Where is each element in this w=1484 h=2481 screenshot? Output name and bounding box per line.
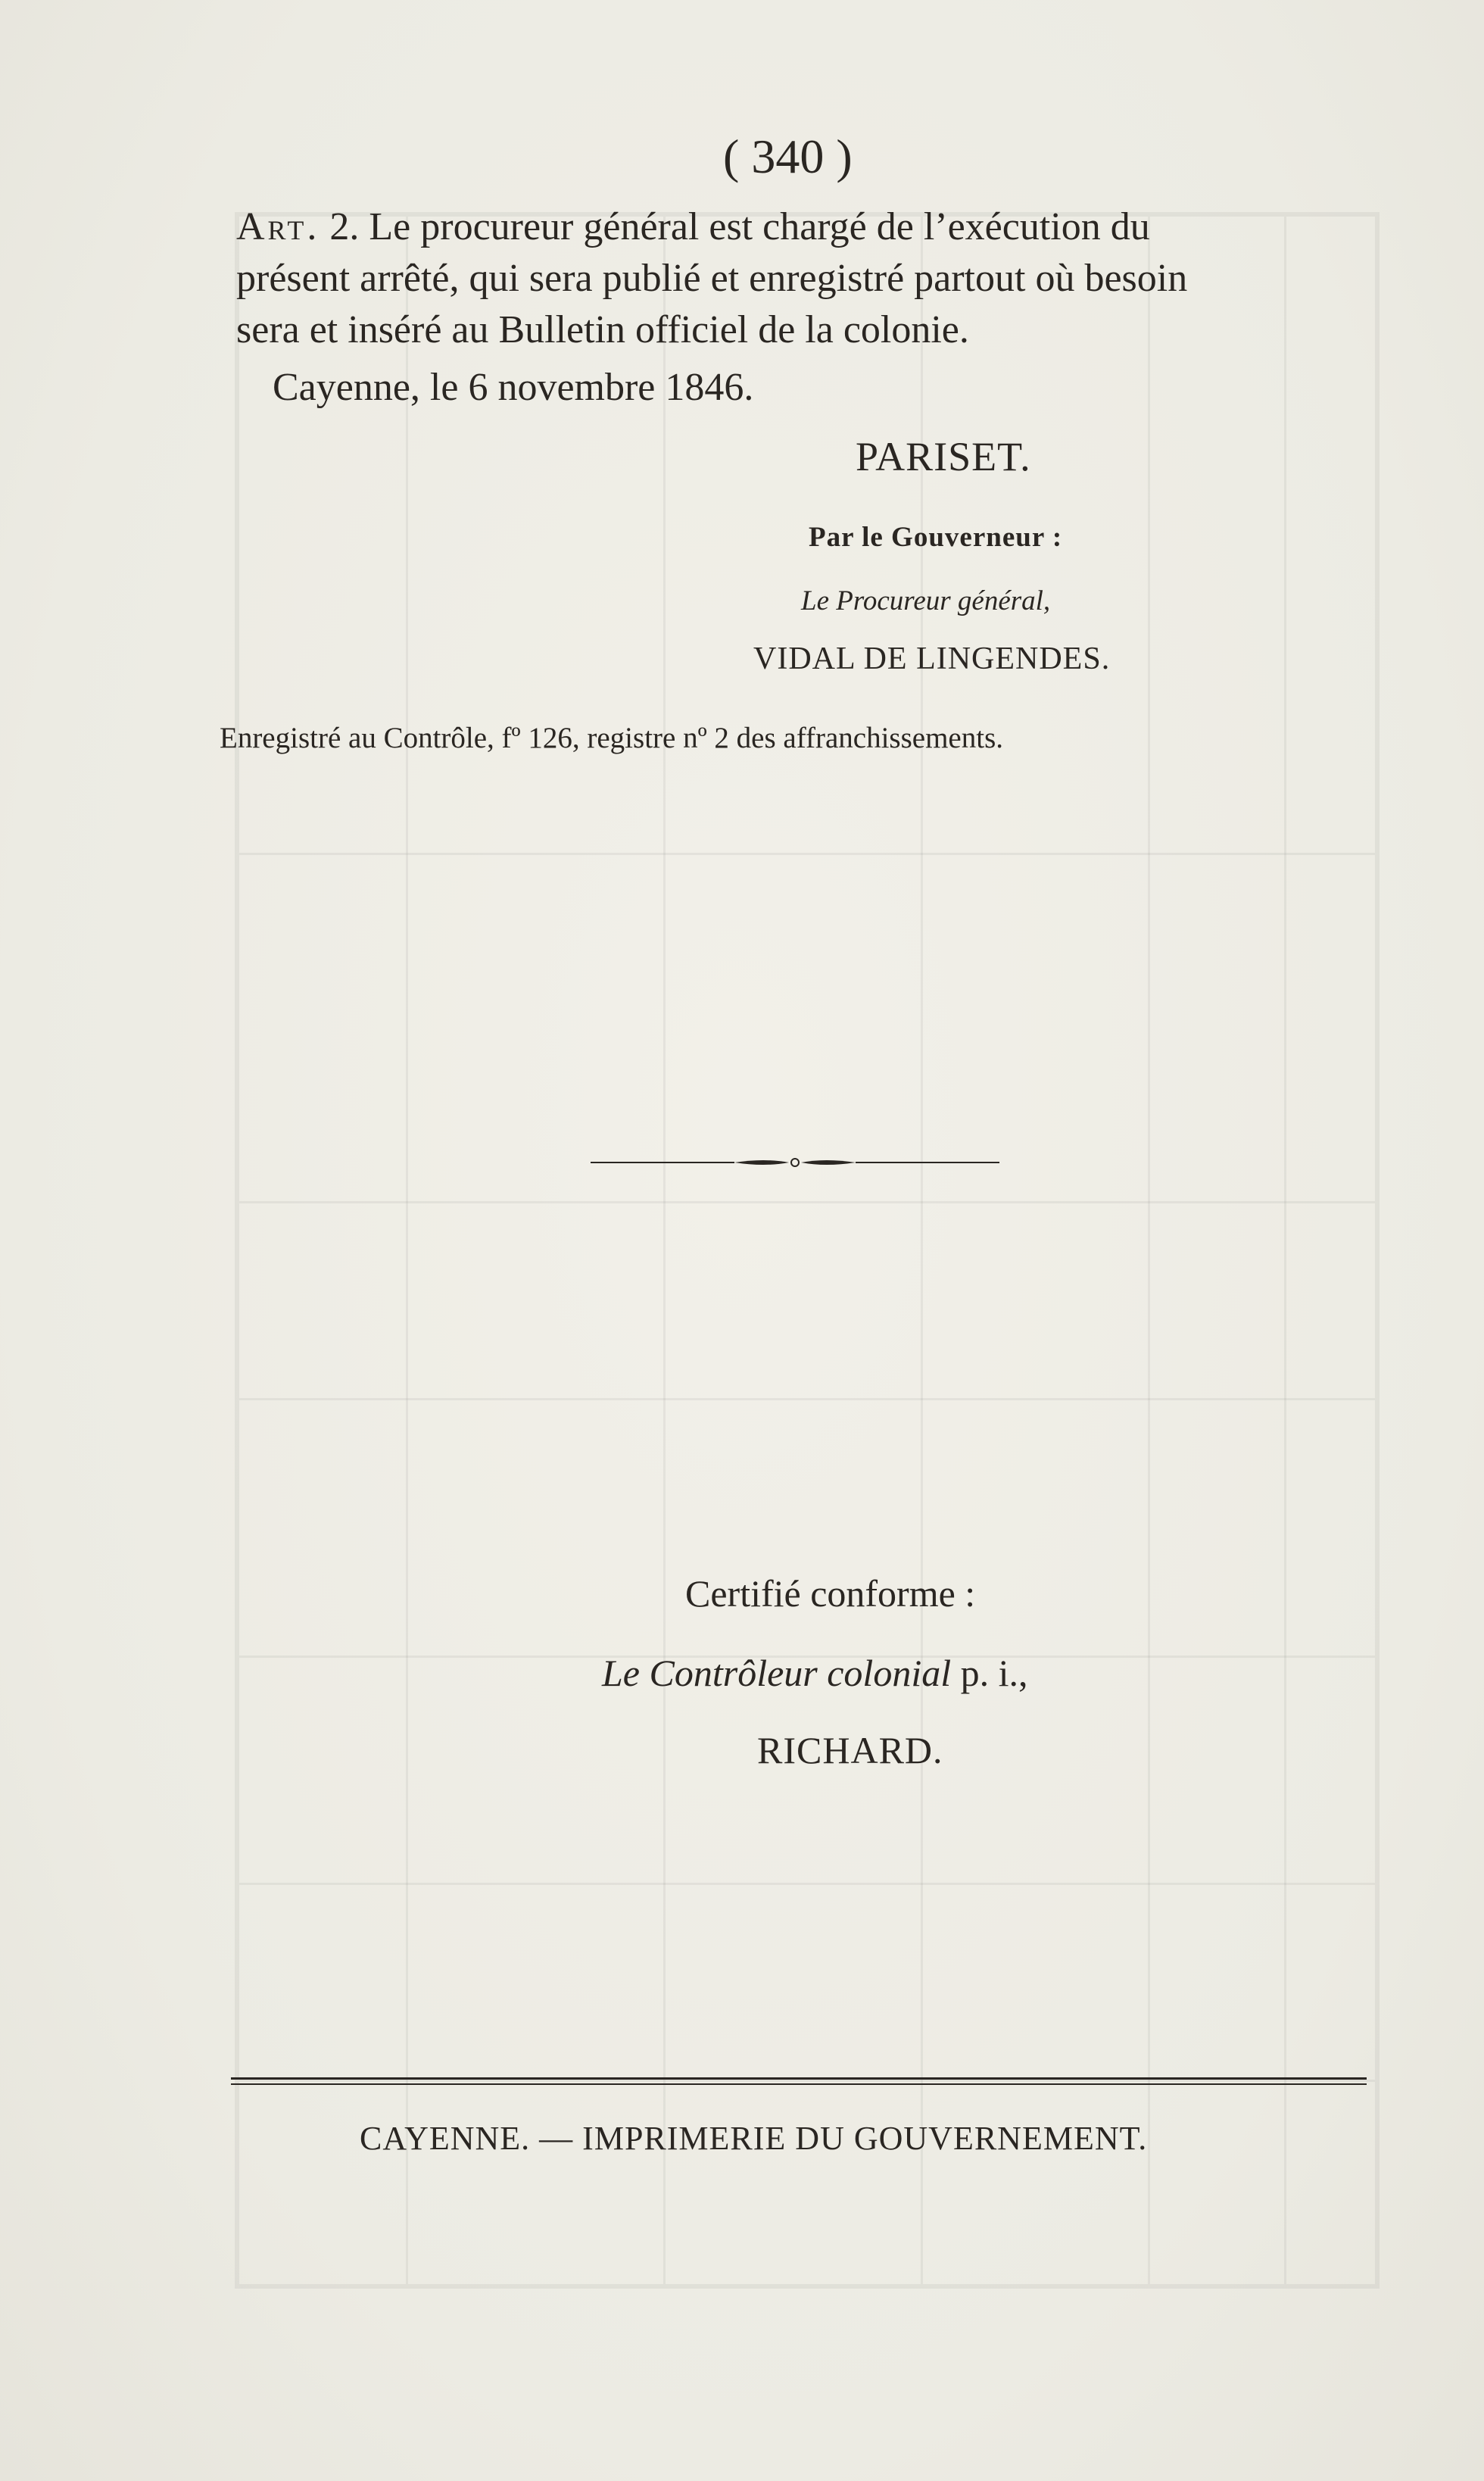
- show-through-table: [235, 212, 1380, 2289]
- procureur-title: Le Procureur général,: [801, 585, 1051, 616]
- procureur-name: VIDAL DE LINGENDES.: [753, 641, 1111, 676]
- controller-title: Le Contrôleur colonial: [602, 1652, 952, 1694]
- ornament-divider: [591, 1155, 999, 1170]
- footer-rule-bottom: [231, 2083, 1367, 2085]
- article-prefix: Art.: [236, 205, 320, 248]
- printer-imprint: CAYENNE. — IMPRIMERIE DU GOUVERNEMENT.: [360, 2120, 1148, 2157]
- footer-rule-top: [231, 2077, 1367, 2080]
- par-le-gouverneur: Par le Gouverneur :: [809, 522, 1063, 553]
- certification-label: Certifié conforme :: [685, 1572, 976, 1615]
- governor-signature: PARISET.: [856, 434, 1031, 479]
- registration-note: Enregistré au Contrôle, fº 126, registre nº 2 des affranchissements.: [220, 722, 1004, 754]
- article-line-1: [236, 203, 1380, 251]
- article-text-1: 2. Le procureur général est chargé de l’exécution du: [320, 205, 1150, 248]
- article-line-2: présent arrêté, qui sera publié et enregistré partout où besoin: [236, 257, 1188, 300]
- controller-name: RICHARD.: [757, 1729, 943, 1771]
- controller-suffix: p. i.,: [951, 1652, 1028, 1694]
- page-number: ( 340 ): [723, 130, 853, 183]
- article-line-3: sera et inséré au Bulletin officiel de la colonie.: [236, 308, 969, 351]
- controller-line: [602, 1651, 1028, 1695]
- date-line: Cayenne, le 6 novembre 1846.: [273, 366, 754, 409]
